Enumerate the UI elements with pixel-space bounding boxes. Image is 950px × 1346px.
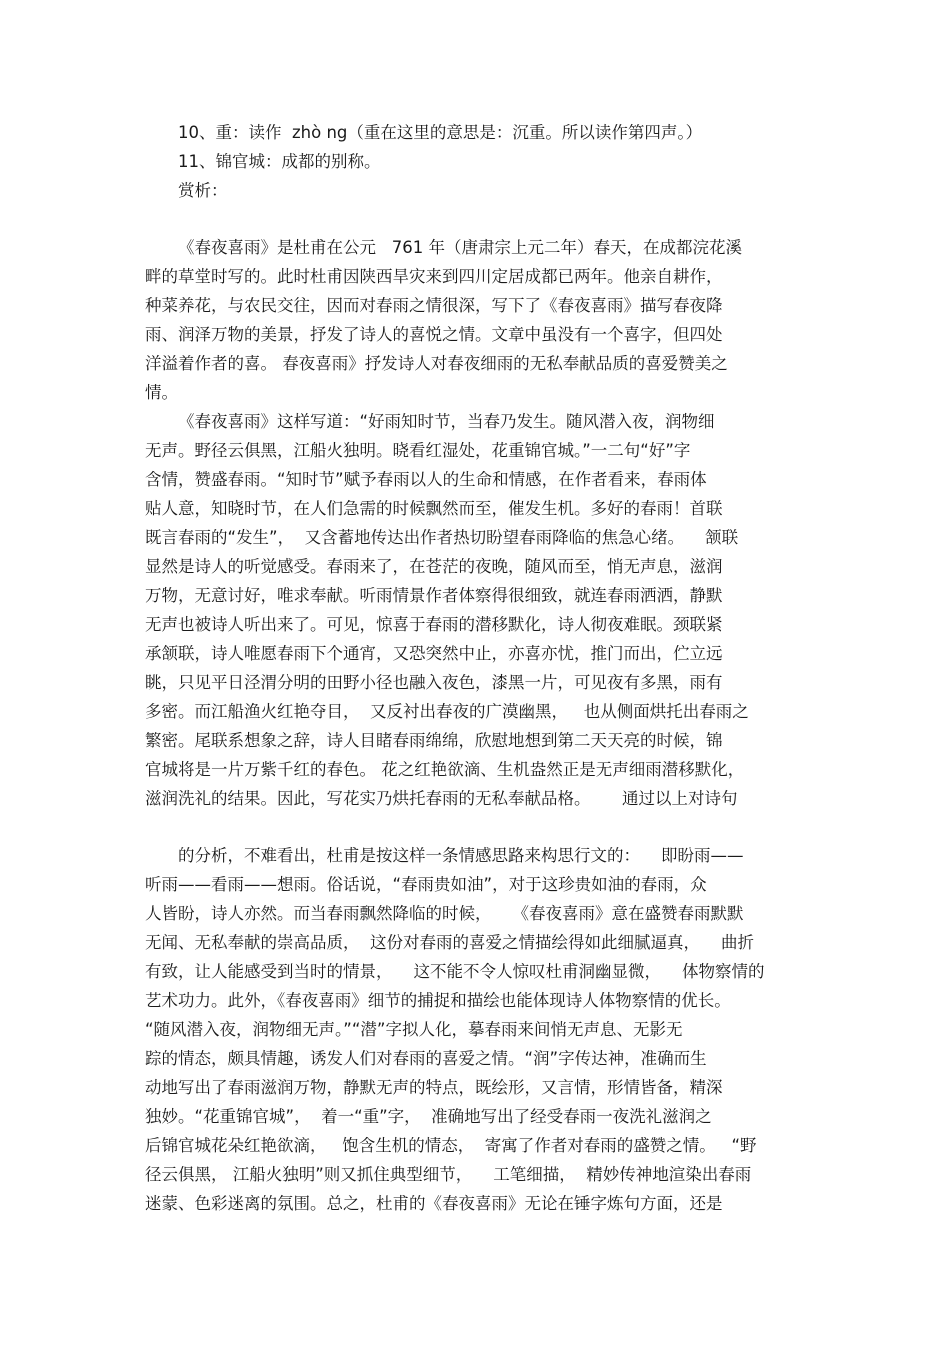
note-line: 10、重：读作 zhò ng（重在这里的意思是：沉重。所以读作第四声。）	[178, 123, 703, 142]
paragraph-line: 承颔联，诗人唯愿春雨下个通宵，又恐突然中止，亦喜亦忧，推门而出，伫立远	[145, 644, 723, 663]
paragraph-line: 种菜养花，与农民交往，因而对春雨之情很深，写下了《春夜喜雨》描写春夜降	[145, 296, 723, 315]
section-label: 赏析：	[178, 181, 228, 200]
paragraph-line: 人皆盼，诗人亦然。而当春雨飘然降临的时候， 《春夜喜雨》意在盛赞春雨默默	[145, 904, 744, 923]
paragraph-line: 含情，赞盛春雨。“知时节”赋予春雨以人的生命和情感，在作者看来，春雨体	[145, 470, 707, 489]
paragraph-line: 官城将是一片万紫千红的春色。 花之红艳欲滴、生机盎然正是无声细雨潜移默化，	[145, 760, 745, 779]
paragraph-line: 情。	[145, 383, 178, 402]
paragraph-line: 显然是诗人的听觉感受。春雨来了，在苍茫的夜晚，随风而至，悄无声息，滋润	[145, 557, 723, 576]
paragraph-line: 独妙。“花重锦官城”， 着一“重”字， 准确地写出了经受春雨一夜洗礼滋润之	[145, 1107, 712, 1126]
paragraph-line: 《春夜喜雨》是杜甫在公元 761 年（唐肃宗上元二年）春天，在成都浣花溪	[178, 238, 742, 257]
paragraph-line: 繁密。尾联系想象之辞，诗人目睹春雨绵绵，欣慰地想到第二天天亮的时候，锦	[145, 731, 723, 750]
paragraph-line: 后锦官城花朵红艳欲滴， 饱含生机的情态， 寄寓了作者对春雨的盛赞之情。 “野	[145, 1136, 757, 1155]
paragraph-line: 万物，无意讨好，唯求奉献。听雨情景作者体察得很细致，就连春雨洒洒，静默	[145, 586, 723, 605]
paragraph-line: 雨、润泽万物的美景，抒发了诗人的喜悦之情。文章中虽没有一个喜字，但四处	[145, 325, 723, 344]
paragraph-line: 洋溢着作者的喜。 春夜喜雨》抒发诗人对春夜细雨的无私奉献品质的喜爱赞美之	[145, 354, 728, 373]
paragraph-line: 的分析，不难看出，杜甫是按这样一条情感思路来构思行文的： 即盼雨——	[178, 846, 744, 865]
paragraph-line: 《春夜喜雨》这样写道：“好雨知时节，当春乃发生。随风潜入夜，润物细	[178, 412, 715, 431]
paragraph-line: 无声也被诗人听出来了。可见，惊喜于春雨的潜移默化，诗人彻夜难眠。颈联紧	[145, 615, 723, 634]
paragraph-line: 听雨——看雨——想雨。俗话说，“春雨贵如油”，对于这珍贵如油的春雨，众	[145, 875, 707, 894]
paragraph-line: 既言春雨的“发生”， 又含蓄地传达出作者热切盼望春雨降临的焦急心绪。 颔联	[145, 528, 739, 547]
paragraph-line: 眺，只见平日泾渭分明的田野小径也融入夜色，漆黑一片，可见夜有多黑，雨有	[145, 673, 723, 692]
paragraph-line: 有致，让人能感受到当时的情景， 这不能不令人惊叹杜甫洞幽显微， 体物察情的	[145, 962, 765, 981]
paragraph-line: 无声。野径云俱黑，江船火独明。晓看红湿处，花重锦官城。”一二句“好”字	[145, 441, 691, 460]
paragraph-line: “随风潜入夜，润物细无声。”“潜”字拟人化，摹春雨来间悄无声息、无影无	[145, 1020, 683, 1039]
paragraph-line: 迷蒙、色彩迷离的氛围。总之，杜甫的《春夜喜雨》无论在锤字炼句方面，还是	[145, 1194, 723, 1213]
paragraph-line: 径云俱黑， 江船火独明”则又抓住典型细节， 工笔细描， 精妙传神地渲染出春雨	[145, 1165, 752, 1184]
paragraph-line: 畔的草堂时写的。此时杜甫因陕西旱灾来到四川定居成都已两年。他亲自耕作，	[145, 267, 723, 286]
paragraph-line: 踪的情态，颇具情趣，诱发人们对春雨的喜爱之情。“润”字传达神，准确而生	[145, 1049, 707, 1068]
note-line: 11、锦官城：成都的别称。	[178, 152, 381, 171]
paragraph-line: 动地写出了春雨滋润万物，静默无声的特点，既绘形，又言情，形情皆备，精深	[145, 1078, 723, 1097]
paragraph-line: 无闻、无私奉献的崇高品质， 这份对春雨的喜爱之情描绘得如此细腻逼真， 曲折	[145, 933, 754, 952]
paragraph-line: 多密。而江船渔火红艳夺目， 又反衬出春夜的广漠幽黑， 也从侧面烘托出春雨之	[145, 702, 749, 721]
paragraph-line: 滋润洗礼的结果。因此，写花实乃烘托春雨的无私奉献品格。 通过以上对诗句	[145, 789, 738, 808]
paragraph-line: 贴人意，知晓时节，在人们急需的时候飘然而至，催发生机。多好的春雨！首联	[145, 499, 723, 518]
paragraph-line: 艺术功力。此外，《春夜喜雨》细节的捕捉和描绘也能体现诗人体物察情的优长。	[145, 991, 731, 1010]
